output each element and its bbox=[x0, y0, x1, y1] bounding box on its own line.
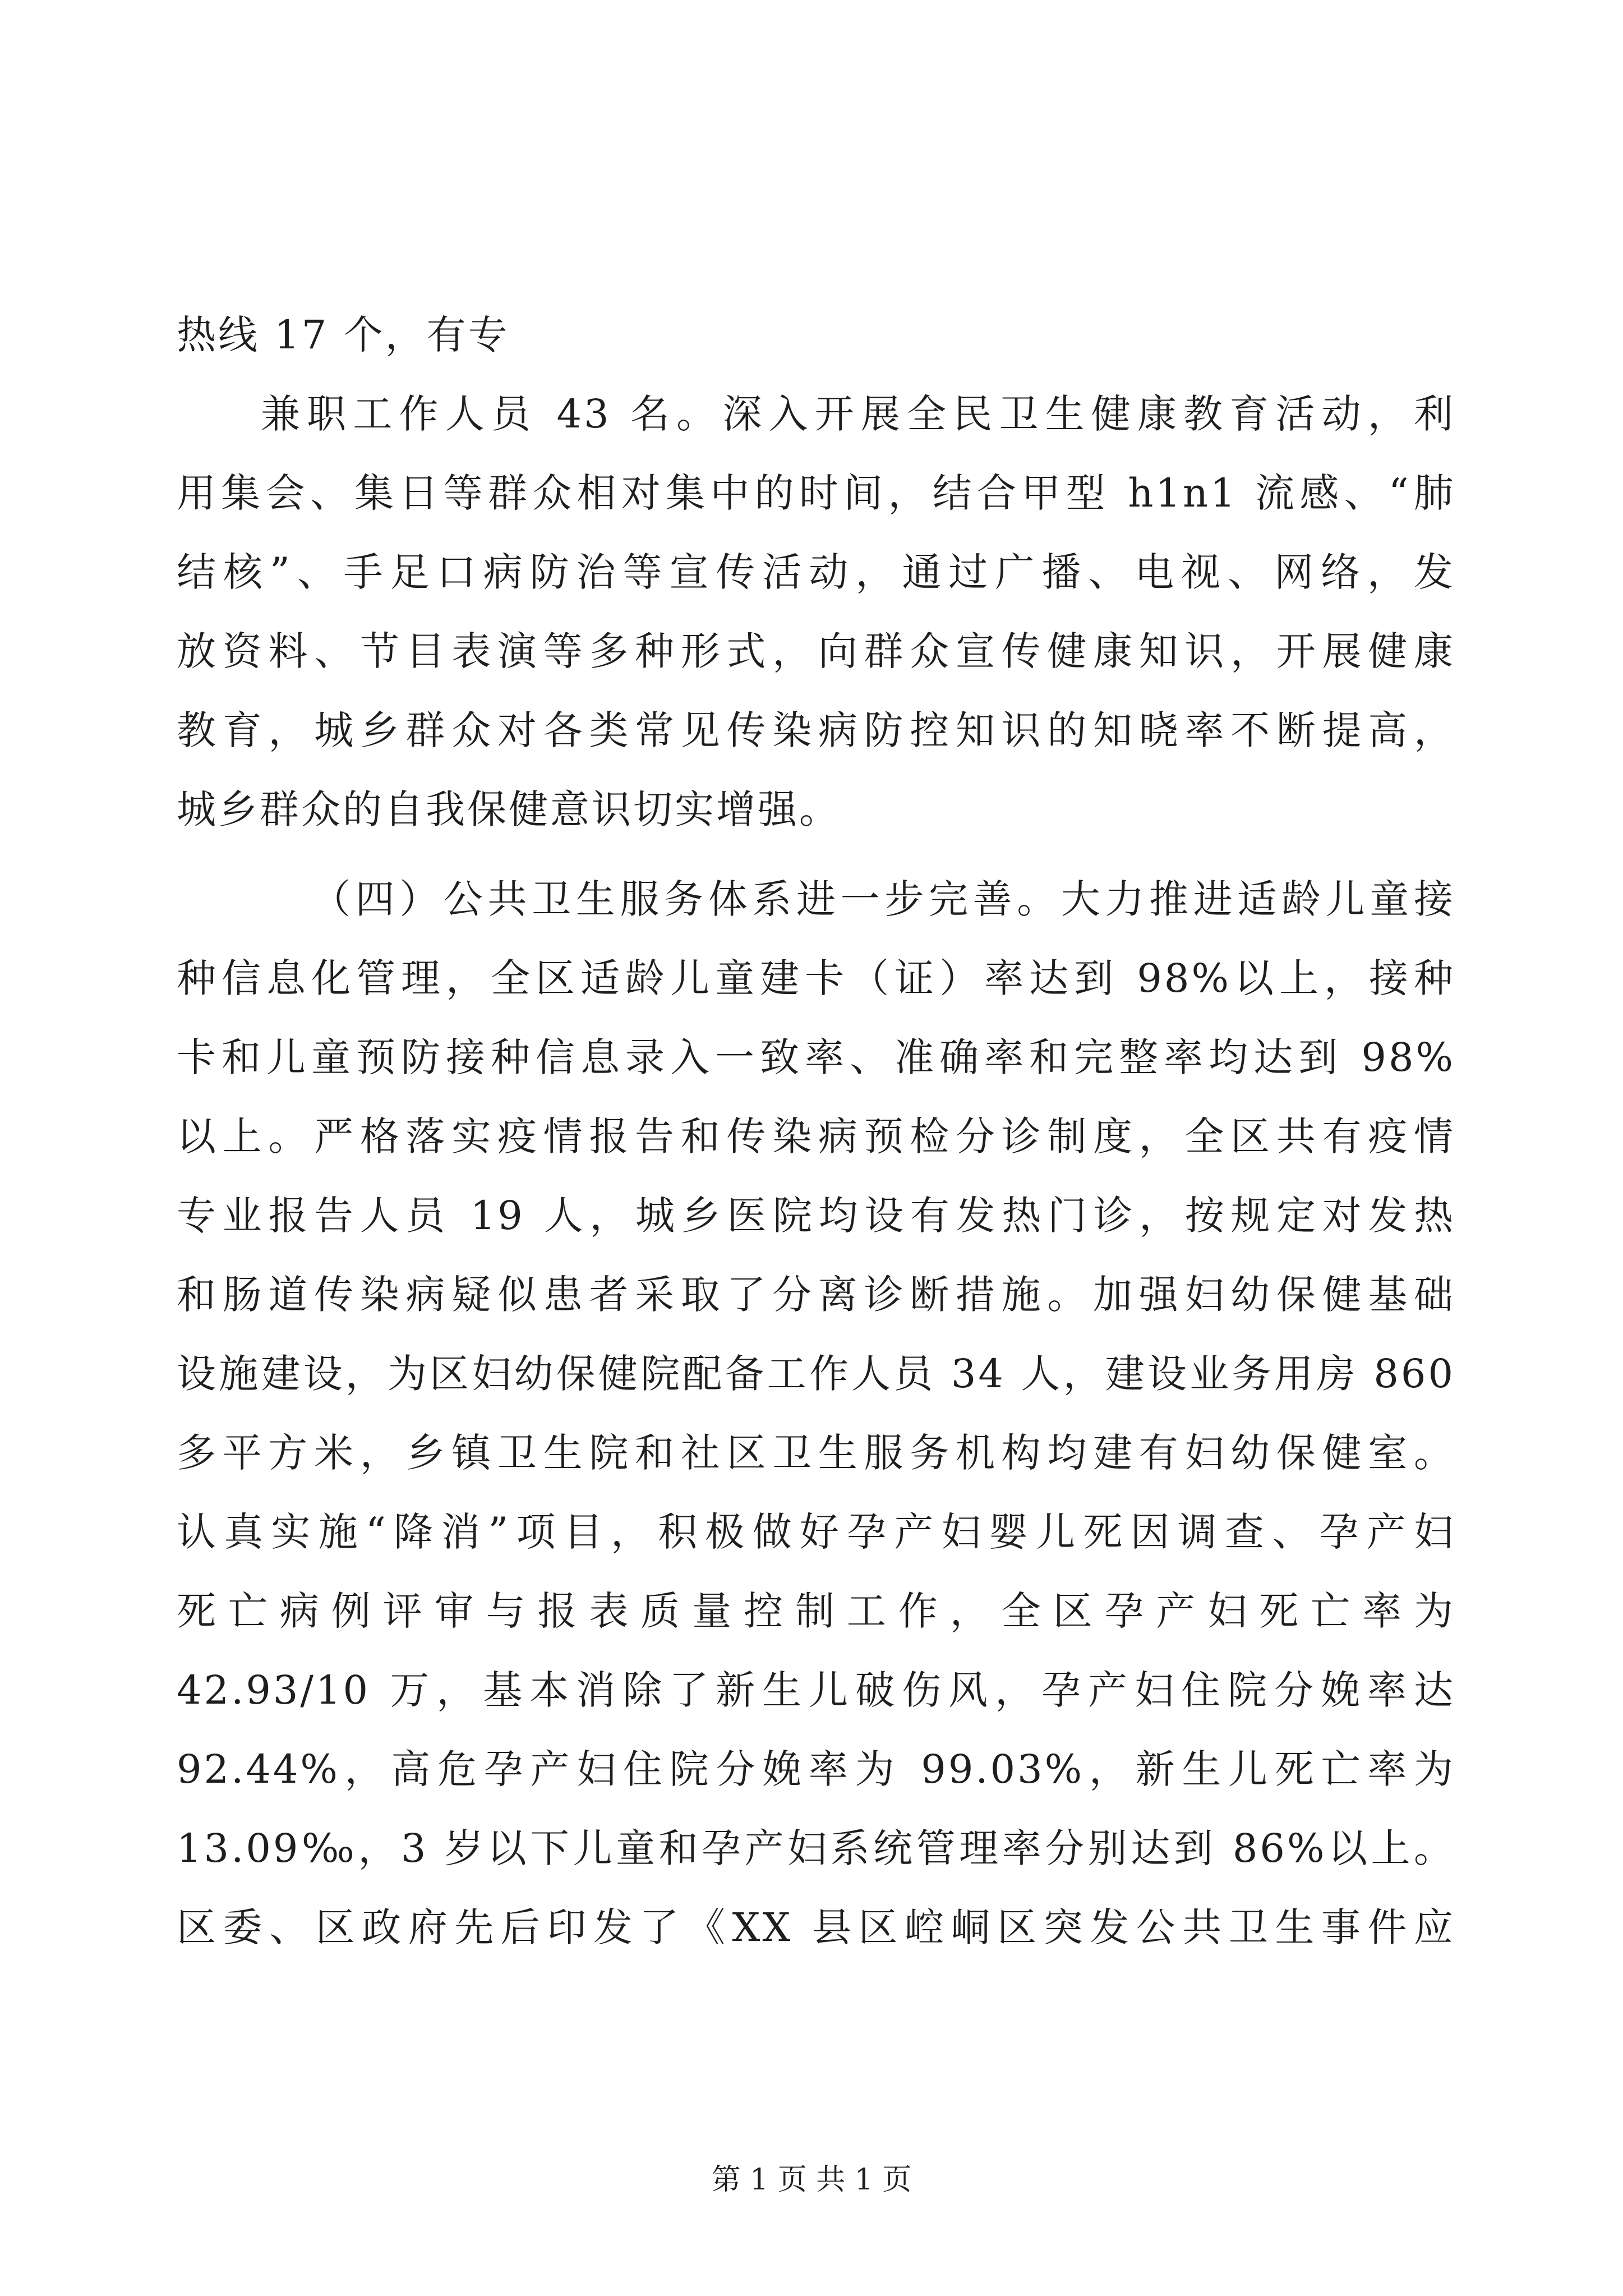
text-line: 13.09‰，3 岁以下儿童和孕产妇系统管理率分别达到 86%以上。 bbox=[177, 1825, 1455, 1871]
page-footer: 第 1 页 共 1 页 bbox=[711, 2163, 912, 2197]
text-line: （四）公共卫生服务体系进一步完善。大力推进适龄儿童接 bbox=[311, 876, 1455, 922]
text-line: 多平方米，乡镇卫生院和社区卫生服务机构均建有妇幼保健室。 bbox=[177, 1430, 1455, 1476]
text-line: 以上。严格落实疫情报告和传染病预检分诊制度，全区共有疫情 bbox=[177, 1114, 1455, 1159]
text-line: 死亡病例评审与报表质量控制工作，全区孕产妇死亡率为 bbox=[177, 1588, 1455, 1634]
text-line: 城乡群众的自我保健意识切实增强。 bbox=[177, 786, 841, 832]
text-line: 教育，城乡群众对各类常见传染病防控知识的知晓率不断提高， bbox=[177, 707, 1455, 753]
text-line: 热线 17 个，有专 bbox=[177, 312, 510, 358]
text-line: 92.44%，高危孕产妇住院分娩率为 99.03%，新生儿死亡率为 bbox=[177, 1746, 1455, 1792]
text-line: 专业报告人员 19 人，城乡医院均设有发热门诊，按规定对发热 bbox=[177, 1193, 1455, 1239]
text-line: 和肠道传染病疑似患者采取了分离诊断措施。加强妇幼保健基础 bbox=[177, 1272, 1455, 1318]
text-line: 结核”、手足口病防治等宣传活动，通过广播、电视、网络，发 bbox=[177, 549, 1455, 595]
text-line: 区委、区政府先后印发了《XX 县区崆峒区突发公共卫生事件应 bbox=[177, 1904, 1455, 1950]
text-line: 设施建设，为区妇幼保健院配备工作人员 34 人，建设业务用房 860 bbox=[177, 1351, 1455, 1397]
text-line: 放资料、节目表演等多种形式，向群众宣传健康知识，开展健康 bbox=[177, 628, 1455, 674]
text-line: 认真实施“降消”项目，积极做好孕产妇婴儿死因调查、孕产妇 bbox=[177, 1509, 1455, 1555]
text-line: 用集会、集日等群众相对集中的时间，结合甲型 h1n1 流感、“肺 bbox=[177, 470, 1455, 516]
text-line: 兼职工作人员 43 名。深入开展全民卫生健康教育活动，利 bbox=[261, 391, 1455, 437]
text-line: 42.93/10 万，基本消除了新生儿破伤风，孕产妇住院分娩率达 bbox=[177, 1667, 1455, 1713]
text-line: 卡和儿童预防接种信息录入一致率、准确率和完整率均达到 98% bbox=[177, 1034, 1455, 1080]
text-line: 种信息化管理，全区适龄儿童建卡（证）率达到 98%以上，接种 bbox=[177, 955, 1455, 1001]
